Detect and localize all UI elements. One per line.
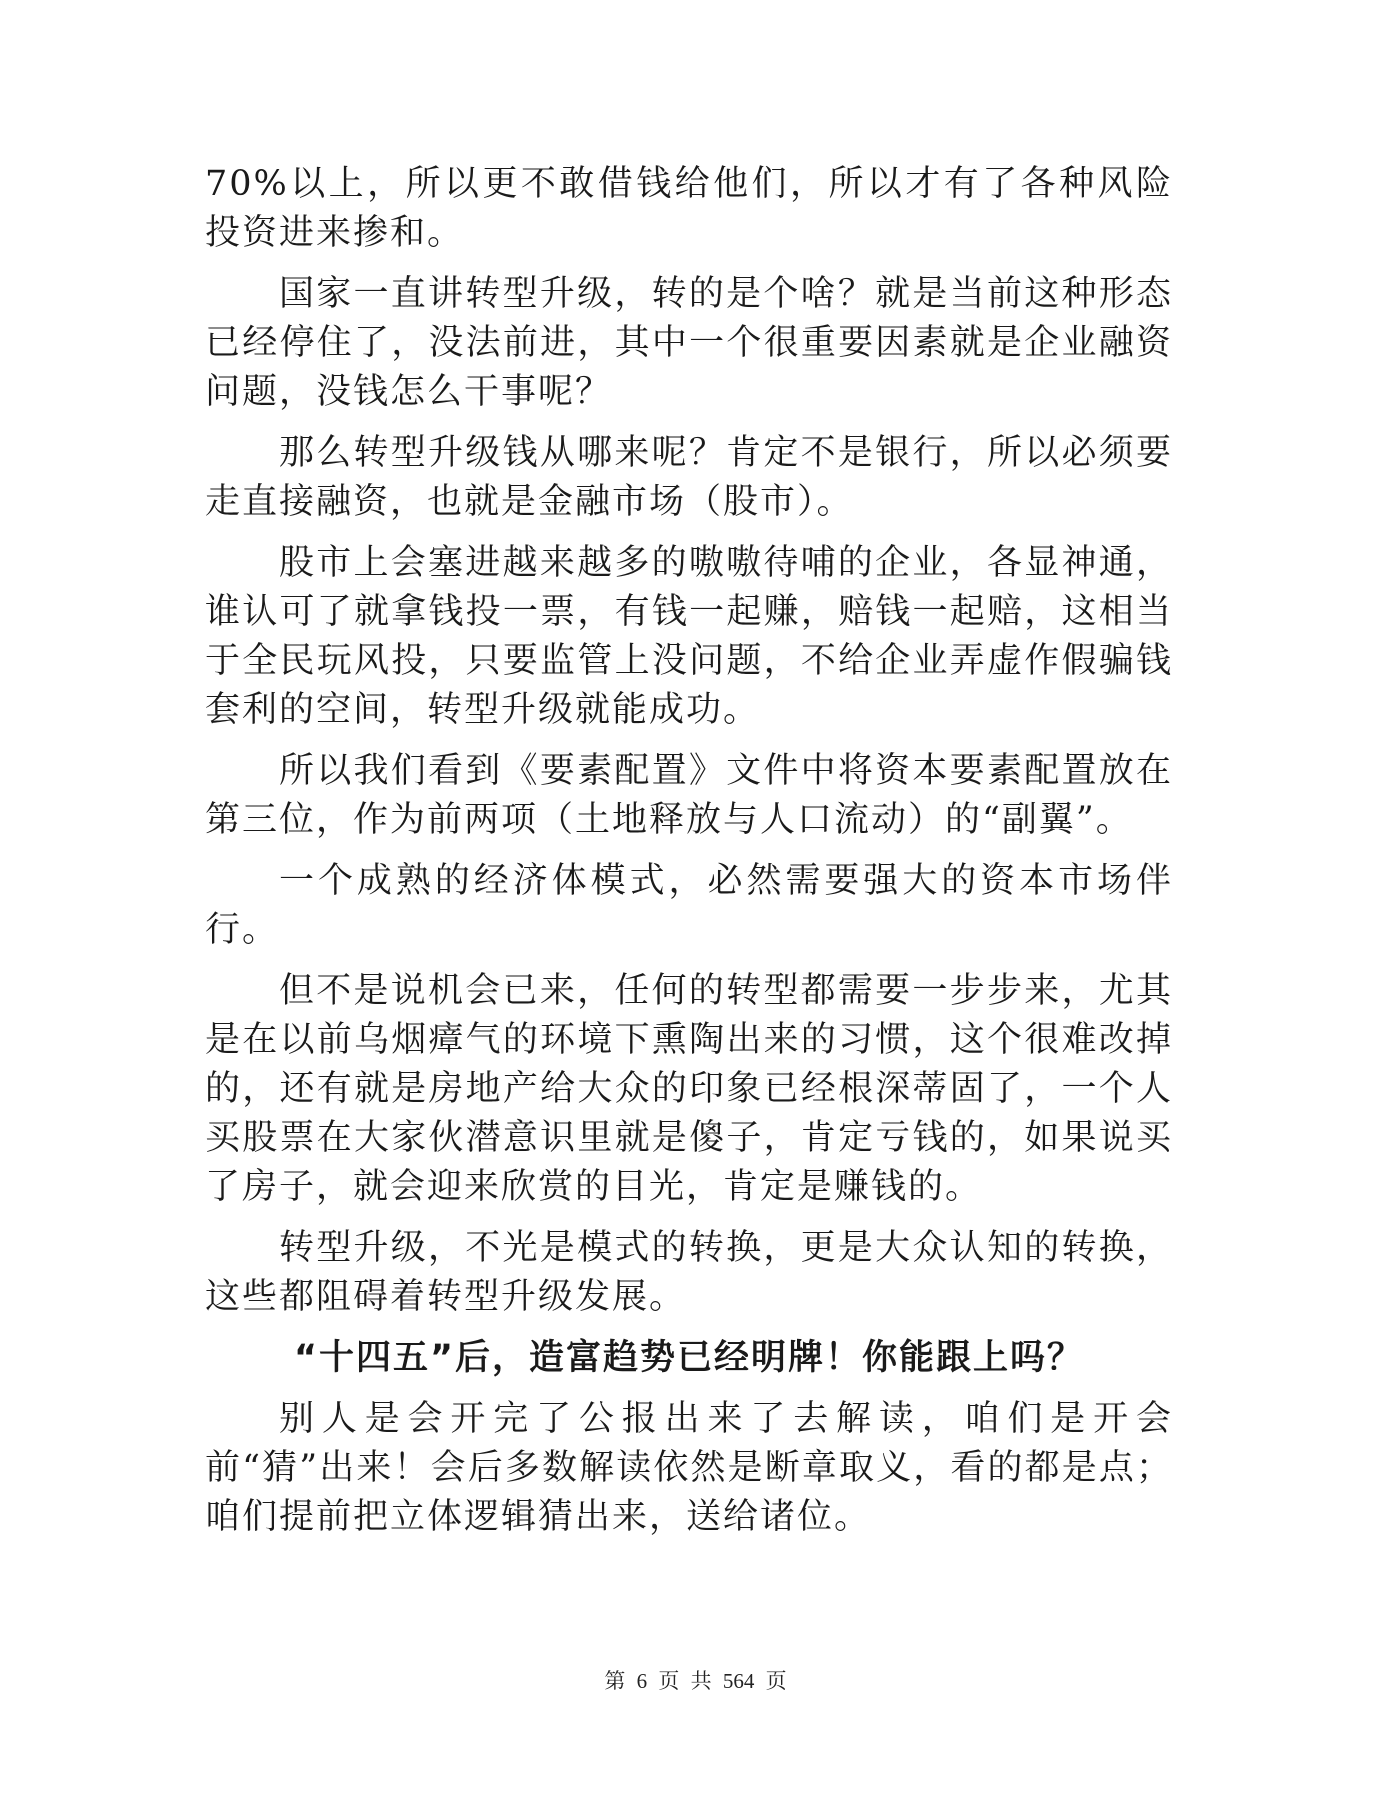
document-body [205,160,1173,1554]
paragraph-3: 那么转型升级钱从哪来呢？肯定不是银行，所以必须要走直接融资，也就是金融市场（股市）。 [205,433,1173,522]
paragraph-2: 国家一直讲转型升级，转的是个啥？就是当前这种形态已经停住了，没法前进，其中一个很重要因素就是企业融资问题，没钱怎么干事呢？ [205,274,1173,412]
paragraph-8: 转型升级，不光是模式的转换，更是大众认知的转换，这些都阻碍着转型升级发展。 [205,1228,1173,1317]
paragraph-4: 股市上会塞进越来越多的嗷嗷待哺的企业，各显神通，谁认可了就拿钱投一票，有钱一起赚，赔钱一起赔，这相当于全民玩风投，只要监管上没问题，不给企业弄虚作假骗钱套利的空间，转型升级就能成功。 [205,543,1173,730]
section-heading: “十四五”后，造富趋势已经明牌！你能跟上吗？ [293,1338,1084,1378]
paragraph-1: 70%以上，所以更不敢借钱给他们，所以才有了各种风险投资进来掺和。 [205,164,1173,253]
paragraph-after-heading: 别人是会开完了公报出来了去解读，咱们是开会前“猜”出来！会后多数解读依然是断章取义，看的都是点；咱们提前把立体逻辑猜出来，送给诸位。 [205,1399,1173,1537]
paragraph-7: 但不是说机会已来，任何的转型都需要一步步来，尤其是在以前乌烟瘴气的环境下熏陶出来的习惯，这个很难改掉的，还有就是房地产给大众的印象已经根深蒂固了，一个人买股票在大家伙潜意识里就是傻子，肯定亏钱的，如果说买了房子，就会迎来欣赏的目光，肯定是赚钱的。 [205,971,1173,1207]
paragraph-6: 一个成熟的经济体模式，必然需要强大的资本市场伴行。 [205,861,1173,950]
page-number-footer: 第 6 页 共 564 页 [604,1669,787,1693]
paragraph-5: 所以我们看到《要素配置》文件中将资本要素配置放在第三位，作为前两项（土地释放与人口流动）的“副翼”。 [205,751,1173,840]
